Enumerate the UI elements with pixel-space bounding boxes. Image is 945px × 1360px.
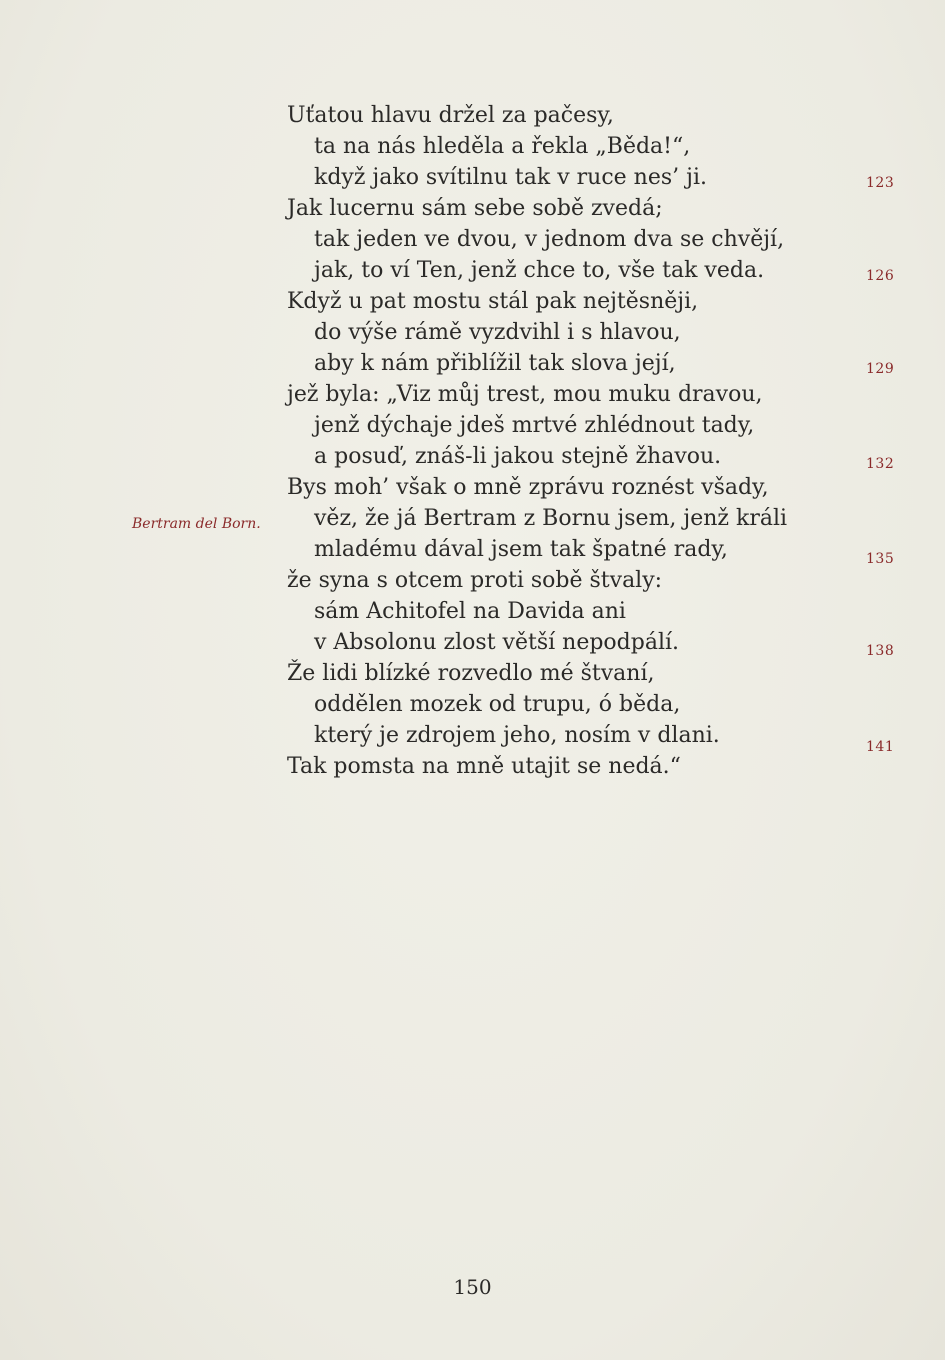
verse-line: sám Achitofel na Davida ani <box>314 599 626 624</box>
verse-line: a posuď, znáš-li jakou stejně žhavou. <box>314 444 722 469</box>
line-number: 132 <box>866 456 895 472</box>
verse-line: tak jeden ve dvou, v jednom dva se chvějí, <box>314 227 785 252</box>
verse-line: Že lidi blízké rozvedlo mé štvaní, <box>287 661 655 686</box>
verse-line: věz, že já Bertram z Bornu jsem, jenž králi <box>314 506 788 531</box>
verse-line: Jak lucernu sám sebe sobě zvedá; <box>287 196 663 221</box>
verse-line: že syna s otcem proti sobě štvaly: <box>287 568 663 593</box>
verse-line: jak, to ví Ten, jenž chce to, vše tak veda. <box>314 258 765 283</box>
verse-line: který je zdrojem jeho, nosím v dlani. <box>314 723 720 748</box>
verse-line: Tak pomsta na mně utajit se nedá.“ <box>287 754 681 779</box>
verse-line: mladému dával jsem tak špatné rady, <box>314 537 728 562</box>
verse-line: do výše rámě vyzdvihl i s hlavou, <box>314 320 681 345</box>
verse-line: ta na nás hleděla a řekla „Běda!“, <box>314 134 691 159</box>
line-number: 126 <box>866 268 895 284</box>
margin-note: Bertram del Born. <box>132 516 261 532</box>
verse-line: Bys moh’ však o mně zprávu roznést všady, <box>287 475 769 500</box>
verse-line: jenž dýchaje jdeš mrtvé zhlédnout tady, <box>314 413 755 438</box>
verse-line: aby k nám přiblížil tak slova její, <box>314 351 676 376</box>
verse-line: Když u pat mostu stál pak nejtěsněji, <box>287 289 699 314</box>
verse-line: Uťatou hlavu držel za pačesy, <box>287 103 614 128</box>
verse-line: jež byla: „Viz můj trest, mou muku dravou, <box>287 382 763 407</box>
line-number: 141 <box>866 739 895 755</box>
verse-line: v Absolonu zlost větší nepodpálí. <box>314 630 680 655</box>
line-number: 123 <box>866 175 895 191</box>
line-number: 138 <box>866 643 895 659</box>
line-number: 129 <box>866 361 895 377</box>
line-number: 135 <box>866 551 895 567</box>
page-number: 150 <box>453 1275 492 1299</box>
verse-line: když jako svítilnu tak v ruce nes’ ji. <box>314 165 707 190</box>
verse-line: oddělen mozek od trupu, ó běda, <box>314 692 681 717</box>
